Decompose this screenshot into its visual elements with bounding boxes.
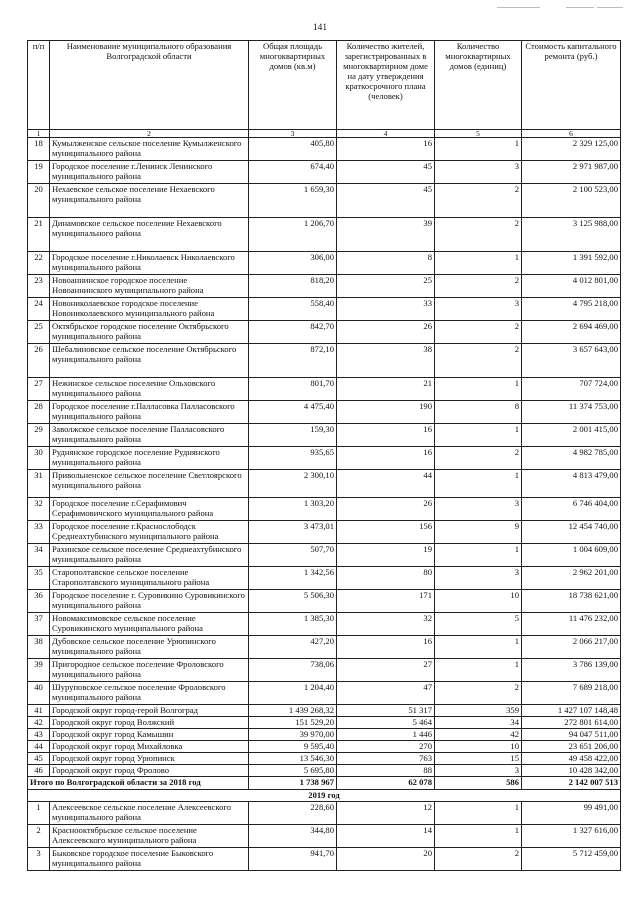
residents-value: 16 xyxy=(337,424,435,447)
area-value: 344,80 xyxy=(249,825,337,848)
area-value: 151 529,20 xyxy=(249,717,337,729)
table-row xyxy=(28,659,621,682)
municipality-name: Городское поселение г.Ленинск Ленинского муниципального района xyxy=(50,161,249,184)
cost-value: 4 982 785,00 xyxy=(522,447,621,470)
area-value: 427,20 xyxy=(249,636,337,659)
row-number: 28 xyxy=(28,401,50,424)
row-number: 35 xyxy=(28,567,50,590)
residents-value: 156 xyxy=(337,521,435,544)
table-row xyxy=(28,498,621,521)
area-value: 306,00 xyxy=(249,252,337,275)
column-number: 2 xyxy=(50,130,249,138)
table-body xyxy=(28,130,621,871)
cost-value: 4 012 801,00 xyxy=(522,275,621,298)
houses-value: 1 xyxy=(435,825,522,848)
table-row xyxy=(28,184,621,218)
houses-value: 2 xyxy=(435,344,522,378)
cost-value: 1 327 616,00 xyxy=(522,825,621,848)
area-value: 228,60 xyxy=(249,802,337,825)
cost-value: 707 724,00 xyxy=(522,378,621,401)
row-number: 33 xyxy=(28,521,50,544)
table-header xyxy=(28,41,621,130)
cost-value: 2 066 217,00 xyxy=(522,636,621,659)
cost-value: 12 454 740,00 xyxy=(522,521,621,544)
column-number: 4 xyxy=(337,130,435,138)
scan-artifact-line xyxy=(597,7,623,8)
row-number: 29 xyxy=(28,424,50,447)
municipality-name: Динамовское сельское поселение Нехаевского муниципального района xyxy=(50,218,249,252)
table-row xyxy=(28,682,621,705)
residents-value: 16 xyxy=(337,138,435,161)
cost-value: 7 689 218,00 xyxy=(522,682,621,705)
residents-value: 190 xyxy=(337,401,435,424)
cost-value: 10 428 342,00 xyxy=(522,765,621,777)
year-header: 2019 год xyxy=(28,790,621,802)
table-row xyxy=(28,825,621,848)
row-number: 40 xyxy=(28,682,50,705)
table-row xyxy=(28,636,621,659)
column-number: 6 xyxy=(522,130,621,138)
residents-value: 1 446 xyxy=(337,729,435,741)
total-label: Итого по Волгоградской области за 2018 год xyxy=(28,777,249,790)
area-value: 1 303,20 xyxy=(249,498,337,521)
table-row xyxy=(28,729,621,741)
municipality-name: Старополтавское сельское поселение Старополтавского муниципального района xyxy=(50,567,249,590)
houses-value: 42 xyxy=(435,729,522,741)
houses-value: 2 xyxy=(435,848,522,871)
municipality-name: Кумылженское сельское поселение Кумылженского муниципального района xyxy=(50,138,249,161)
municipality-name: Новоаннинское городское поселение Новоаннинского муниципального района xyxy=(50,275,249,298)
area-value: 2 300,10 xyxy=(249,470,337,498)
area-value: 801,70 xyxy=(249,378,337,401)
table-row xyxy=(28,544,621,567)
municipality-name: Городское поселение г. Суровикино Суровикинского муниципального района xyxy=(50,590,249,613)
cost-value: 2 962 201,00 xyxy=(522,567,621,590)
row-number: 19 xyxy=(28,161,50,184)
residents-value: 26 xyxy=(337,321,435,344)
row-number: 32 xyxy=(28,498,50,521)
cost-value: 6 746 404,00 xyxy=(522,498,621,521)
row-number: 2 xyxy=(28,825,50,848)
municipality-name: Городской округ город Михайловка xyxy=(50,741,249,753)
row-number: 43 xyxy=(28,729,50,741)
table-row xyxy=(28,753,621,765)
residents-value: 16 xyxy=(337,636,435,659)
area-value: 13 546,30 xyxy=(249,753,337,765)
page-number: 141 xyxy=(312,23,328,33)
cost-value: 1 004 609,00 xyxy=(522,544,621,567)
area-value: 1 659,30 xyxy=(249,184,337,218)
houses-value: 3 xyxy=(435,498,522,521)
houses-value: 1 xyxy=(435,252,522,275)
houses-value: 3 xyxy=(435,161,522,184)
column-header-number: п/п xyxy=(28,41,50,130)
houses-value: 2 xyxy=(435,321,522,344)
table-row xyxy=(28,378,621,401)
houses-value: 1 xyxy=(435,378,522,401)
table-row xyxy=(28,275,621,298)
residents-value: 25 xyxy=(337,275,435,298)
area-value: 818,20 xyxy=(249,275,337,298)
houses-value: 2 xyxy=(435,682,522,705)
cost-value: 94 047 511,00 xyxy=(522,729,621,741)
table-row xyxy=(28,138,621,161)
row-number: 37 xyxy=(28,613,50,636)
column-number: 1 xyxy=(28,130,50,138)
residents-value: 14 xyxy=(337,825,435,848)
row-number: 20 xyxy=(28,184,50,218)
table-row xyxy=(28,161,621,184)
cost-value: 2 971 987,00 xyxy=(522,161,621,184)
cost-value: 4 813 479,00 xyxy=(522,470,621,498)
municipality-name: Привольненское сельское поселение Светлоярского муниципального района xyxy=(50,470,249,498)
area-value: 159,30 xyxy=(249,424,337,447)
total-row xyxy=(28,777,621,790)
row-number: 41 xyxy=(28,705,50,717)
area-value: 39 970,00 xyxy=(249,729,337,741)
area-value: 9 595,40 xyxy=(249,741,337,753)
area-value: 738,06 xyxy=(249,659,337,682)
row-number: 21 xyxy=(28,218,50,252)
houses-value: 10 xyxy=(435,741,522,753)
municipality-name: Заволжское сельское поселение Палласовского муниципального района xyxy=(50,424,249,447)
residents-value: 33 xyxy=(337,298,435,321)
table-row xyxy=(28,424,621,447)
residents-value: 47 xyxy=(337,682,435,705)
cost-value: 2 694 469,00 xyxy=(522,321,621,344)
row-number: 45 xyxy=(28,753,50,765)
municipality-name: Нехаевское сельское поселение Нехаевского муниципального района xyxy=(50,184,249,218)
municipality-name: Городское поселение г.Краснослободск Среднеахтубинского муниципального района xyxy=(50,521,249,544)
cost-value: 1 427 107 148,48 xyxy=(522,705,621,717)
cost-value: 99 491,00 xyxy=(522,802,621,825)
cost-value: 2 100 523,00 xyxy=(522,184,621,218)
table-row xyxy=(28,567,621,590)
table-row xyxy=(28,401,621,424)
table-row xyxy=(28,590,621,613)
residents-value: 270 xyxy=(337,741,435,753)
area-value: 5 695,80 xyxy=(249,765,337,777)
municipality-name: Октябрьское городское поселение Октябрьского муниципального района xyxy=(50,321,249,344)
column-header-residents: Количество жителей, зарегистрированных в многоквартирном доме на дату утверждения краткосрочного плана (человек) xyxy=(337,41,435,130)
municipality-name: Городской округ город Фролово xyxy=(50,765,249,777)
residents-value: 44 xyxy=(337,470,435,498)
houses-value: 359 xyxy=(435,705,522,717)
municipality-name: Городское поселение г.Серафимович Серафимовичского муниципального района xyxy=(50,498,249,521)
houses-value: 10 xyxy=(435,590,522,613)
row-number: 26 xyxy=(28,344,50,378)
cost-value: 3 125 988,00 xyxy=(522,218,621,252)
municipality-name: Пригородное сельское поселение Фроловского муниципального района xyxy=(50,659,249,682)
residents-value: 80 xyxy=(337,567,435,590)
row-number: 34 xyxy=(28,544,50,567)
cost-value: 2 001 415,00 xyxy=(522,424,621,447)
residents-value: 171 xyxy=(337,590,435,613)
residents-value: 12 xyxy=(337,802,435,825)
cost-value: 11 374 753,00 xyxy=(522,401,621,424)
cost-value: 11 476 232,00 xyxy=(522,613,621,636)
cost-value: 5 712 459,00 xyxy=(522,848,621,871)
houses-value: 1 xyxy=(435,424,522,447)
row-number: 24 xyxy=(28,298,50,321)
area-value: 1 204,40 xyxy=(249,682,337,705)
column-header-name: Наименование муниципального образования Волгоградской области xyxy=(50,41,249,130)
area-value: 1 439 268,32 xyxy=(249,705,337,717)
residents-value: 32 xyxy=(337,613,435,636)
table-row xyxy=(28,717,621,729)
municipality-name: Шуруповское сельское поселение Фроловского муниципального района xyxy=(50,682,249,705)
area-value: 842,70 xyxy=(249,321,337,344)
municipality-name: Руднянское городское поселение Руднянского муниципального района xyxy=(50,447,249,470)
cost-value: 23 651 206,00 xyxy=(522,741,621,753)
area-value: 507,70 xyxy=(249,544,337,567)
area-value: 674,40 xyxy=(249,161,337,184)
row-number: 39 xyxy=(28,659,50,682)
residents-value: 39 xyxy=(337,218,435,252)
table-row xyxy=(28,470,621,498)
row-number: 44 xyxy=(28,741,50,753)
area-value: 941,70 xyxy=(249,848,337,871)
municipality-name: Алексеевское сельское поселение Алексеевского муниципального района xyxy=(50,802,249,825)
row-number: 31 xyxy=(28,470,50,498)
row-number: 23 xyxy=(28,275,50,298)
row-number: 46 xyxy=(28,765,50,777)
area-value: 4 475,40 xyxy=(249,401,337,424)
municipality-name: Новомаксимовское сельское поселение Суровикинского муниципального района xyxy=(50,613,249,636)
area-value: 558,40 xyxy=(249,298,337,321)
table-row xyxy=(28,521,621,544)
municipality-name: Городской округ город Волжский xyxy=(50,717,249,729)
table-row xyxy=(28,848,621,871)
cost-value: 4 795 218,00 xyxy=(522,298,621,321)
column-number: 3 xyxy=(249,130,337,138)
total-houses: 586 xyxy=(435,777,522,790)
houses-value: 2 xyxy=(435,275,522,298)
residents-value: 51 317 xyxy=(337,705,435,717)
table-row xyxy=(28,447,621,470)
cost-value: 1 391 592,00 xyxy=(522,252,621,275)
area-value: 872,10 xyxy=(249,344,337,378)
column-header-area: Общая площадь многоквартирных домов (кв.м) xyxy=(249,41,337,130)
area-value: 1 206,70 xyxy=(249,218,337,252)
cost-value: 3 786 139,00 xyxy=(522,659,621,682)
row-number: 30 xyxy=(28,447,50,470)
houses-value: 1 xyxy=(435,659,522,682)
residents-value: 763 xyxy=(337,753,435,765)
table-row xyxy=(28,344,621,378)
residents-value: 45 xyxy=(337,161,435,184)
municipality-name: Городской округ город Урюпинск xyxy=(50,753,249,765)
residents-value: 21 xyxy=(337,378,435,401)
table-row xyxy=(28,613,621,636)
houses-value: 9 xyxy=(435,521,522,544)
houses-value: 15 xyxy=(435,753,522,765)
cost-value: 2 329 125,00 xyxy=(522,138,621,161)
houses-value: 3 xyxy=(435,298,522,321)
municipality-name: Городское поселение г.Николаевск Николаевского муниципального района xyxy=(50,252,249,275)
residents-value: 38 xyxy=(337,344,435,378)
houses-value: 5 xyxy=(435,613,522,636)
row-number: 3 xyxy=(28,848,50,871)
municipality-name: Шебалиновское сельское поселение Октябрьского муниципального района xyxy=(50,344,249,378)
cost-value: 272 801 614,00 xyxy=(522,717,621,729)
municipality-name: Рахинское сельское поселение Среднеахтубинского муниципального района xyxy=(50,544,249,567)
houses-value: 1 xyxy=(435,138,522,161)
total-residents: 62 078 xyxy=(337,777,435,790)
area-value: 1 342,56 xyxy=(249,567,337,590)
row-number: 42 xyxy=(28,717,50,729)
capital-repair-table xyxy=(27,40,621,871)
houses-value: 3 xyxy=(435,765,522,777)
table-row xyxy=(28,765,621,777)
municipality-name: Краснооктябрьское сельское поселение Алексеевского муниципального района xyxy=(50,825,249,848)
residents-value: 27 xyxy=(337,659,435,682)
residents-value: 5 464 xyxy=(337,717,435,729)
houses-value: 1 xyxy=(435,470,522,498)
row-number: 38 xyxy=(28,636,50,659)
table-row xyxy=(28,218,621,252)
houses-value: 1 xyxy=(435,636,522,659)
houses-value: 34 xyxy=(435,717,522,729)
row-number: 25 xyxy=(28,321,50,344)
houses-value: 2 xyxy=(435,447,522,470)
residents-value: 26 xyxy=(337,498,435,521)
area-value: 935,65 xyxy=(249,447,337,470)
residents-value: 45 xyxy=(337,184,435,218)
table-row xyxy=(28,741,621,753)
area-value: 405,80 xyxy=(249,138,337,161)
area-value: 5 506,30 xyxy=(249,590,337,613)
municipality-name: Быковское городское поселение Быковского муниципального района xyxy=(50,848,249,871)
residents-value: 19 xyxy=(337,544,435,567)
residents-value: 16 xyxy=(337,447,435,470)
cost-value: 49 458 422,00 xyxy=(522,753,621,765)
houses-value: 1 xyxy=(435,544,522,567)
scan-artifact-line xyxy=(566,7,594,8)
table-row xyxy=(28,321,621,344)
row-number: 1 xyxy=(28,802,50,825)
row-number: 18 xyxy=(28,138,50,161)
area-value: 3 473,01 xyxy=(249,521,337,544)
houses-value: 1 xyxy=(435,802,522,825)
scan-artifact-line xyxy=(497,7,540,8)
municipality-name: Новониколаевское городское поселение Новониколаевского муниципального района xyxy=(50,298,249,321)
residents-value: 8 xyxy=(337,252,435,275)
municipality-name: Нежинское сельское поселение Ольховского муниципального района xyxy=(50,378,249,401)
year-header-row xyxy=(28,790,621,802)
row-number: 22 xyxy=(28,252,50,275)
column-number: 5 xyxy=(435,130,522,138)
houses-value: 8 xyxy=(435,401,522,424)
total-area: 1 738 967 xyxy=(249,777,337,790)
table-row xyxy=(28,298,621,321)
area-value: 1 385,30 xyxy=(249,613,337,636)
municipality-name: Городской округ город Камышин xyxy=(50,729,249,741)
municipality-name: Городской округ город-герой Волгоград xyxy=(50,705,249,717)
residents-value: 88 xyxy=(337,765,435,777)
cost-value: 18 738 621,00 xyxy=(522,590,621,613)
row-number: 36 xyxy=(28,590,50,613)
residents-value: 20 xyxy=(337,848,435,871)
houses-value: 2 xyxy=(435,184,522,218)
total-cost: 2 142 007 513 xyxy=(522,777,621,790)
houses-value: 2 xyxy=(435,218,522,252)
houses-value: 3 xyxy=(435,567,522,590)
column-header-cost: Стоимость капитального ремонта (руб.) xyxy=(522,41,621,130)
table-row xyxy=(28,705,621,717)
column-header-houses: Количество многоквартирных домов (единиц) xyxy=(435,41,522,130)
row-number: 27 xyxy=(28,378,50,401)
cost-value: 3 657 643,00 xyxy=(522,344,621,378)
municipality-name: Дубовское сельское поселение Урюпинского муниципального района xyxy=(50,636,249,659)
table-row xyxy=(28,802,621,825)
column-numbering-row xyxy=(28,130,621,138)
municipality-name: Городское поселение г.Палласовка Палласовского муниципального района xyxy=(50,401,249,424)
table-row xyxy=(28,252,621,275)
